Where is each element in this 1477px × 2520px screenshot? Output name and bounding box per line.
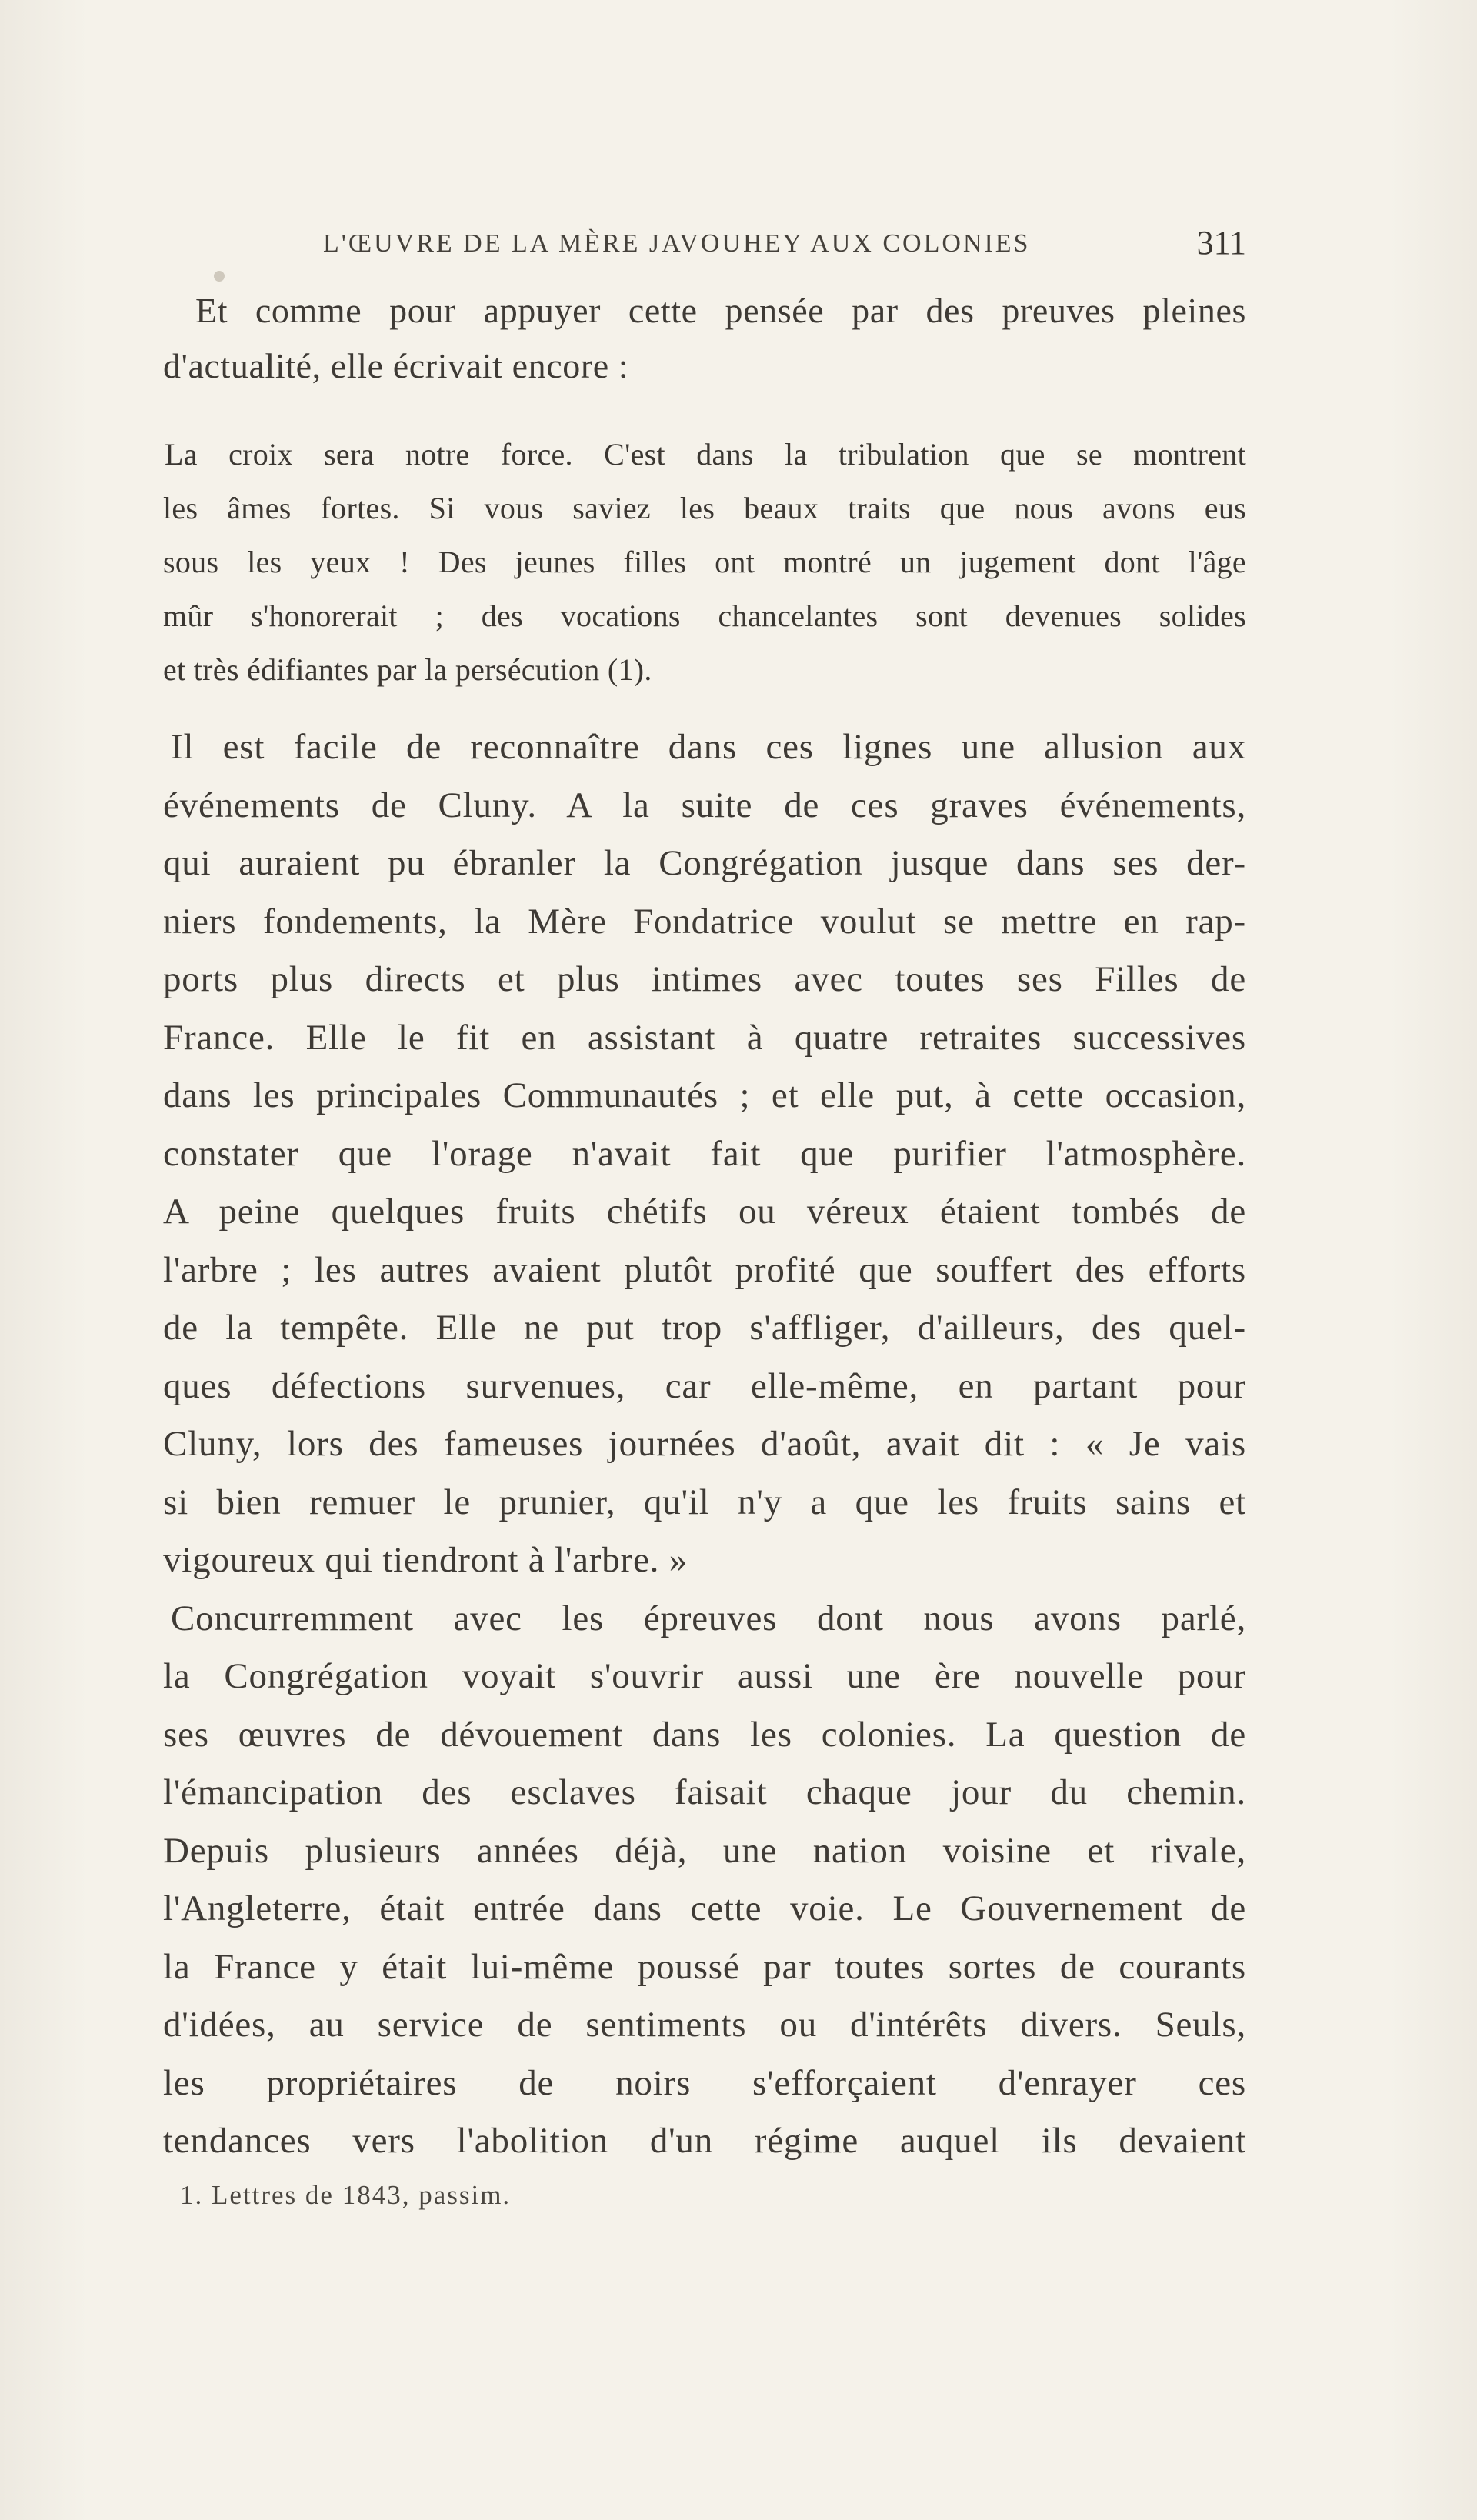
text-line: Depuis plusieurs années déjà, une nation voisine et rivale,: [163, 1830, 1246, 1871]
text-line: l'arbre ; les autres avaient plutôt profité que souffert des efforts: [163, 1249, 1246, 1290]
text-line: tendances vers l'abolition d'un régime auquel ils devaient: [163, 2121, 1246, 2161]
quoted-letter: [163, 428, 1246, 697]
text-line: sous les yeux ! Des jeunes filles ont montré un jugement dont l'âge: [163, 545, 1246, 579]
text-line: et très édifiantes par la persécution (1).: [163, 652, 652, 687]
text-line: Il est facile de reconnaître dans ces lignes une allusion aux: [171, 727, 1246, 767]
text-line: si bien remuer le prunier, qu'il n'y a que les fruits sains et: [163, 1482, 1246, 1522]
text-line: les propriétaires de noirs s'efforçaient d'enrayer ces: [163, 2062, 1246, 2103]
text-line: ports plus directs et plus intimes avec toutes ses Filles de: [163, 959, 1246, 999]
running-title: L'ŒUVRE DE LA MÈRE JAVOUHEY AUX COLONIES: [323, 229, 1031, 258]
page-number: 311: [1196, 224, 1246, 262]
text-line: événements de Cluny. A la suite de ces graves événements,: [163, 785, 1246, 825]
text-line: l'émancipation des esclaves faisait chaque jour du chemin.: [163, 1772, 1246, 1812]
text-line: niers fondements, la Mère Fondatrice voulut se mettre en rap-: [163, 901, 1246, 942]
text-line: d'idées, au service de sentiments ou d'intérêts divers. Seuls,: [163, 2005, 1246, 2045]
intro-paragraph: [163, 283, 1246, 394]
text-line: ses œuvres de dévouement dans les colonies. La question de: [163, 1714, 1246, 1755]
text-line: la France y était lui-même poussé par toutes sortes de courants: [163, 1946, 1246, 1987]
text-line: d'actualité, elle écrivait encore :: [163, 346, 629, 385]
footnote: 1. Lettres de 1843, passim.: [180, 2180, 512, 2210]
text-line: l'Angleterre, était entrée dans cette voie. Le Gouvernement de: [163, 1888, 1246, 1928]
text-line: vigoureux qui tiendront à l'arbre. »: [163, 1540, 688, 1580]
text-line: dans les principales Communautés ; et elle put, à cette occasion,: [163, 1075, 1246, 1115]
body-text: [163, 718, 1246, 2171]
text-line: de la tempête. Elle ne put trop s'affliger, d'ailleurs, des quel-: [163, 1308, 1246, 1348]
text-line: A peine quelques fruits chétifs ou véreux étaient tombés de: [163, 1192, 1246, 1232]
text-line: La croix sera notre force. C'est dans la tribulation que se montrent: [165, 437, 1246, 472]
running-header: [323, 223, 1246, 269]
text-line: la Congrégation voyait s'ouvrir aussi une ère nouvelle pour: [163, 1656, 1246, 1696]
text-line: constater que l'orage n'avait fait que purifier l'atmosphère.: [163, 1133, 1246, 1174]
text-line: ques défections survenues, car elle-même, en partant pour: [163, 1365, 1246, 1406]
text-line: Cluny, lors des fameuses journées d'août, avait dit : « Je vais: [163, 1424, 1246, 1464]
text-line: qui auraient pu ébranler la Congrégation jusque dans ses der-: [163, 843, 1246, 883]
margin-ink-dot: [214, 271, 225, 282]
text-line: Concurremment avec les épreuves dont nous avons parlé,: [171, 1598, 1246, 1638]
text-line: mûr s'honorerait ; des vocations chancelantes sont devenues solides: [163, 598, 1246, 633]
text-line: Et comme pour appuyer cette pensée par des preuves pleines: [195, 291, 1246, 330]
text-line: les âmes fortes. Si vous saviez les beaux traits que nous avons eus: [163, 491, 1246, 525]
text-line: France. Elle le fit en assistant à quatre retraites successives: [163, 1017, 1246, 1058]
